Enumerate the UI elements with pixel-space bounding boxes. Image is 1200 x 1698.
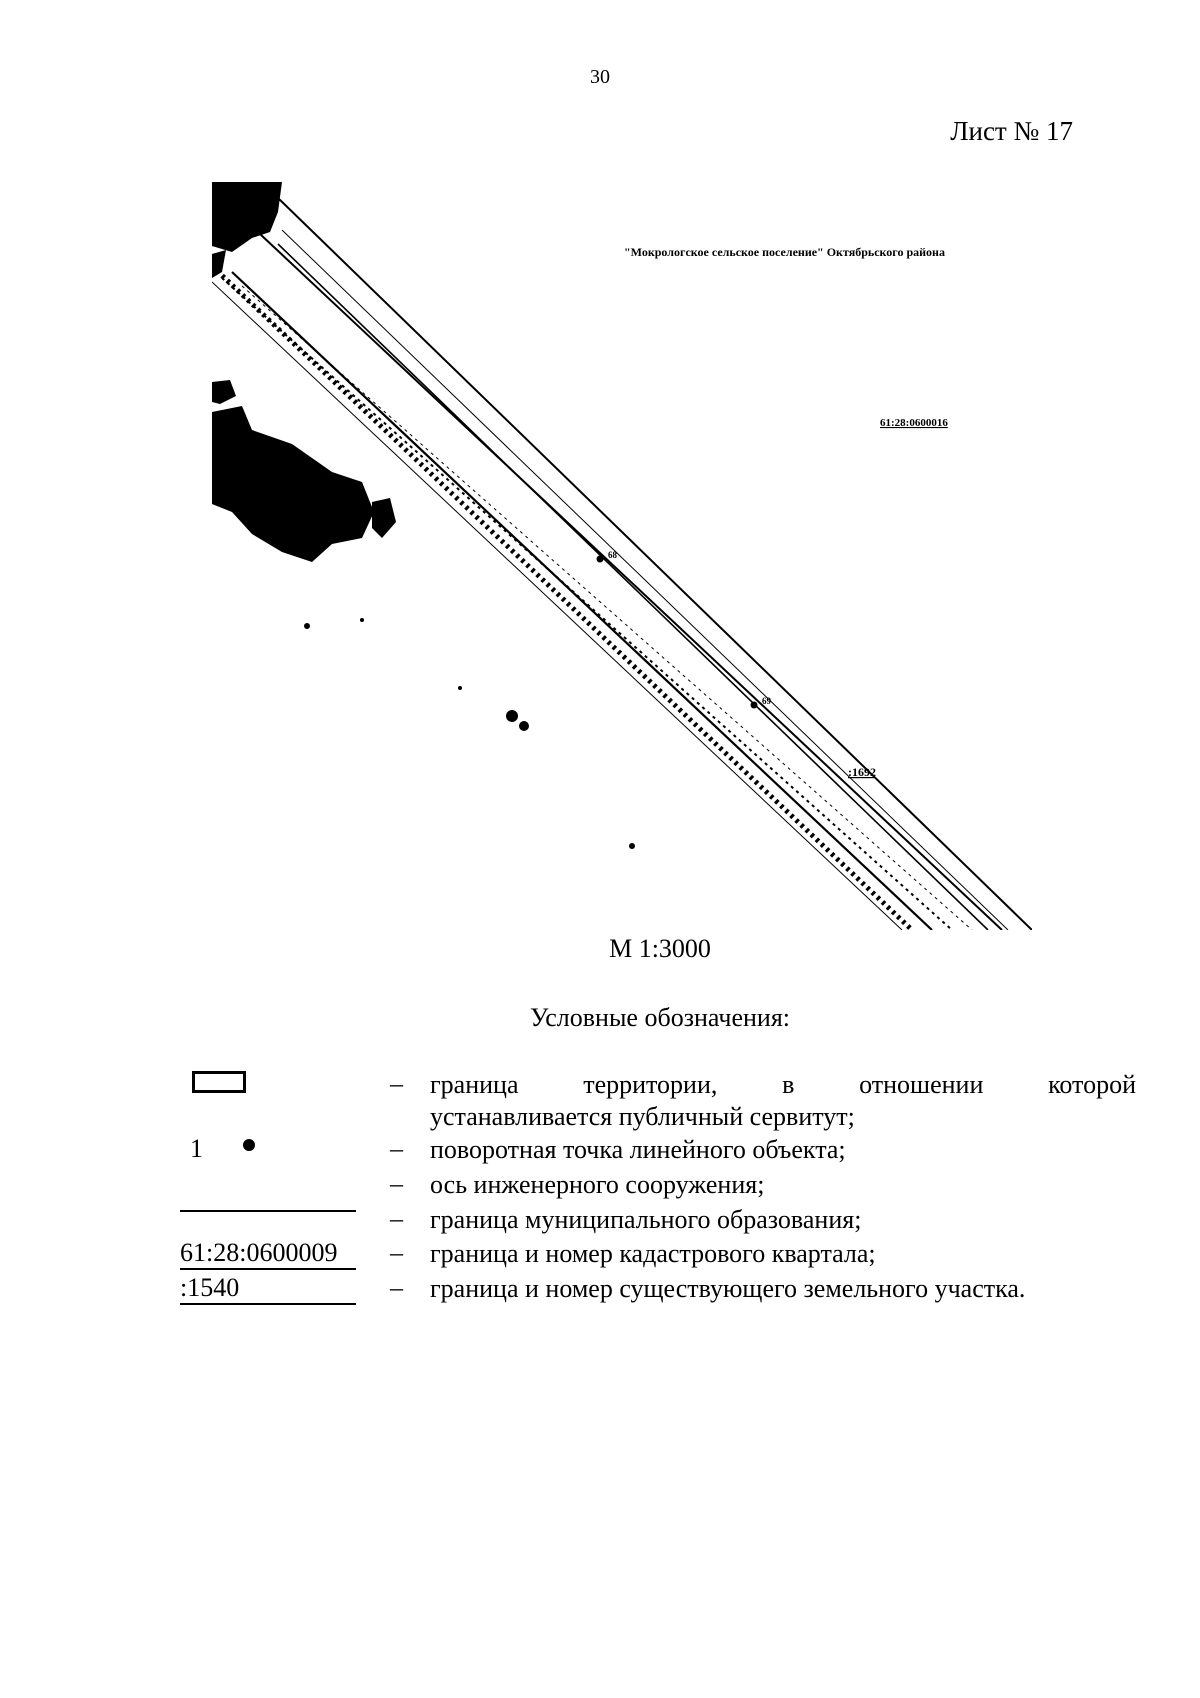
road-edge	[212, 266, 972, 930]
legend-text-parcel: граница и номер существующего земельного участка.	[430, 1274, 1026, 1303]
turning-point-symbol	[243, 1139, 255, 1151]
map-drawing	[212, 182, 1032, 930]
legend-text-municipal: граница муниципального образования;	[430, 1205, 862, 1234]
legend-dash: –	[390, 1069, 403, 1098]
legend-dash: –	[390, 1273, 403, 1302]
legend-dash: –	[390, 1204, 403, 1233]
legend-dash: –	[390, 1238, 403, 1267]
cadastral-quarter-symbol: 61:28:0600009	[180, 1238, 356, 1270]
municipal-boundary	[278, 230, 1008, 930]
turning-point-69	[751, 702, 758, 709]
cadastral-map	[212, 182, 1032, 930]
terrain-patches	[212, 182, 635, 849]
legend-dash: –	[390, 1169, 403, 1198]
legend-text-servitude-cont: устанавливается публичный сервитут;	[430, 1102, 855, 1131]
point-label-69: 69	[762, 696, 771, 706]
legend-text-servitude: граница территории, в отношении которой	[430, 1070, 1136, 1099]
cadastral-quarter-label: 61:28:0600016	[880, 417, 948, 429]
servitude-boundary	[260, 198, 1032, 930]
page-number: 30	[590, 66, 610, 88]
engineering-axis	[212, 272, 932, 930]
servitude-boundary-symbol	[192, 1071, 246, 1093]
parcel-symbol: :1540	[180, 1273, 356, 1305]
map-scale: М 1:3000	[609, 934, 711, 963]
turning-point-68	[597, 556, 604, 563]
point-label-68: 68	[608, 550, 617, 560]
legend-text-axis: ось инженерного сооружения;	[430, 1170, 765, 1199]
legend-title: Условные обозначения:	[529, 1003, 791, 1032]
sheet-label: Лист № 17	[950, 116, 1073, 146]
settlement-label: "Мокрологское сельское поселение" Октябрьского района	[624, 245, 945, 259]
turning-point-symbol-number: 1	[190, 1134, 203, 1163]
parcel-label: :1692	[848, 765, 876, 779]
legend-text-turning-point: поворотная точка линейного объекта;	[430, 1135, 846, 1164]
municipal-boundary-symbol	[180, 1210, 356, 1212]
legend-dash: –	[390, 1134, 403, 1163]
legend-text-quarter: граница и номер кадастрового квартала;	[430, 1239, 876, 1268]
